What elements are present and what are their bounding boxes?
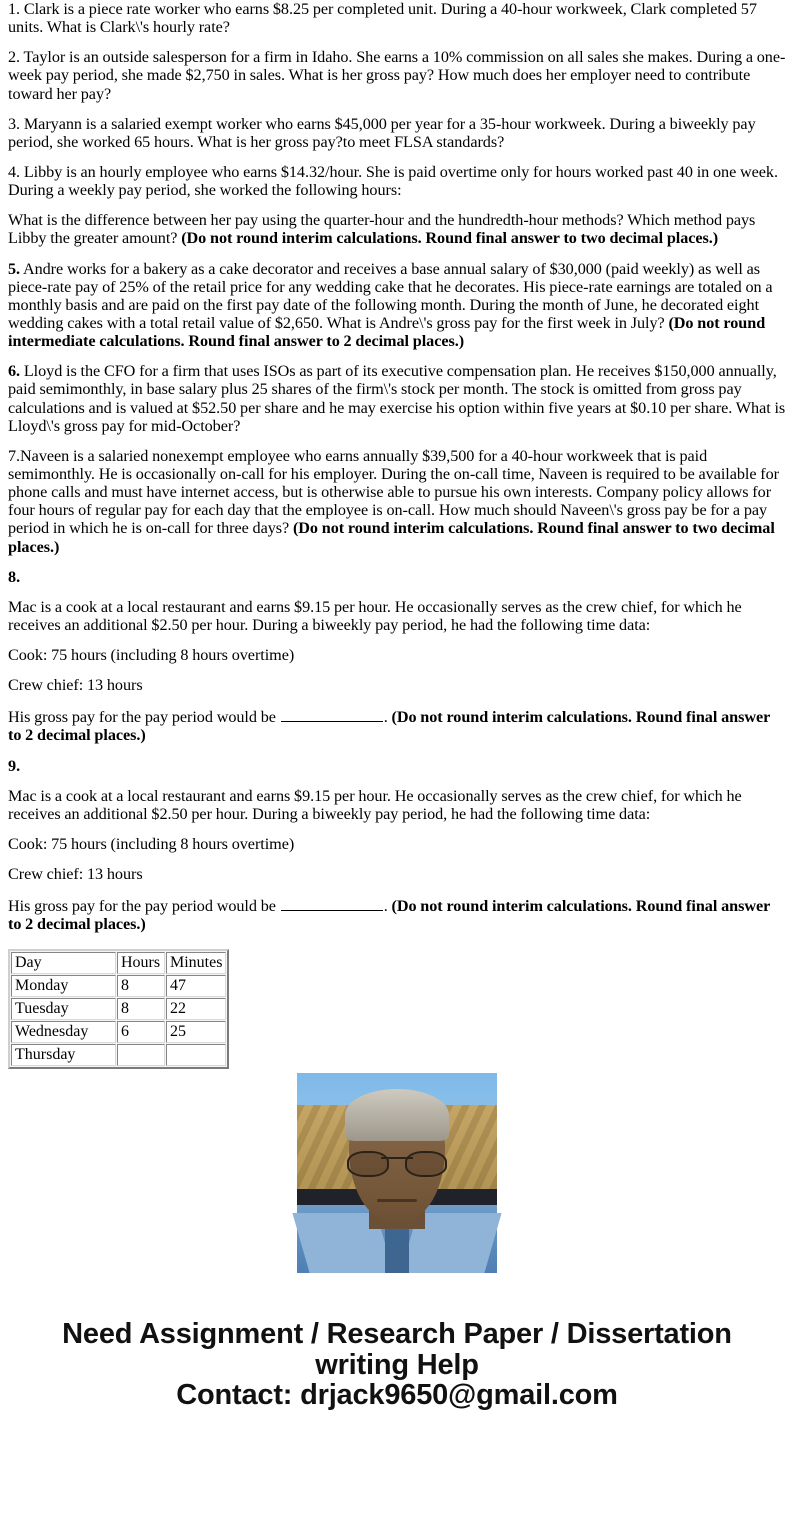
avatar-section (8, 1073, 786, 1273)
question-9-answer-line (8, 895, 786, 933)
time-data-table (8, 949, 229, 1069)
table-row (11, 975, 226, 997)
question-8-answer-suffix: . (383, 708, 392, 727)
avatar-glasses-bridge (381, 1157, 413, 1159)
question-5-number: 5. (8, 259, 21, 278)
question-7-text: 7.Naveen is a salaried nonexempt employee who earns annually $39,500 for a 40-hour workweek that is paid semimonthly. He is occasionally on-call for his employer. During the on-call time, Naveen is required to be available for phone calls and must have internet access, but is otherwise able to pursue his own interests. Company policy allows for four hours of regular pay for each day that the employee is on-call. How much should Naveen\'s gross pay be for a pay period in which he is on-call for three days? (8, 446, 780, 538)
table-cell-hours: 8 (117, 998, 165, 1020)
avatar-mouth (377, 1199, 417, 1202)
avatar-tie (385, 1221, 409, 1273)
table-cell-hours: 6 (117, 1021, 165, 1043)
avatar-lens-left (347, 1151, 389, 1177)
table-header-hours: Hours (117, 952, 165, 974)
table-row-clipped (11, 1044, 226, 1066)
question-6-text: Lloyd is the CFO for a firm that uses ISOs as part of its executive compensation plan. He receives $150,000 annually, paid semimonthly, in base salary plus 25 shares of the firm\'s stock per month. The stock is omitted from gross pay calculations and is valued at $52.50 per share and he may exercise his option within five years at $0.10 per share. What is Lloyd\'s gross pay for mid-October? (8, 362, 786, 435)
table-row (11, 1021, 226, 1043)
question-7-rounding-note: (Do not round interim calculations. Round final answer to two decimal places.) (8, 519, 775, 556)
question-7 (8, 447, 786, 556)
question-8-crew-chief-hours: Crew chief: 13 hours (8, 676, 143, 695)
question-9-answer-suffix: . (383, 897, 392, 916)
question-9-intro: Mac is a cook at a local restaurant and earns $9.15 per hour. He occasionally serves as the crew chief, for which he receives an additional $2.50 per hour. During a biweekly pay period, he had the following time data: (8, 786, 742, 823)
table-cell-minutes: 25 (166, 1021, 226, 1043)
question-3: 3. Maryann is a salaried exempt worker who earns $45,000 per year for a 35-hour workweek. During a biweekly pay period, she worked 65 hours. What is her gross pay?to meet FLSA standards? (8, 114, 756, 151)
question-9-crew-chief-hours: Crew chief: 13 hours (8, 865, 143, 884)
table-cell-minutes (166, 1044, 226, 1066)
question-8-answer-line (8, 706, 786, 744)
question-8-intro: Mac is a cook at a local restaurant and earns $9.15 per hour. He occasionally serves as the crew chief, for which he receives an additional $2.50 per hour. During a biweekly pay period, he had the following time data: (8, 597, 742, 634)
promo-banner (8, 1319, 786, 1410)
question-4-followup (8, 211, 786, 247)
question-6-number: 6. (8, 362, 21, 381)
table-cell-hours: 8 (117, 975, 165, 997)
promo-line-2: writing Help (315, 1348, 479, 1381)
table-cell-day: Wednesday (11, 1021, 116, 1043)
table-row (11, 998, 226, 1020)
table-cell-hours (117, 1044, 165, 1066)
question-9-number: 9. (8, 756, 21, 775)
question-8-number: 8. (8, 567, 21, 586)
question-6 (8, 362, 786, 435)
table-header-row (11, 952, 226, 974)
question-8-rounding-note: (Do not round interim calculations. Round final answer to 2 decimal places.) (8, 708, 770, 745)
time-data-table-body (11, 952, 226, 1066)
glasses-icon (347, 1151, 447, 1177)
question-8-answer-prefix: His gross pay for the pay period would be (8, 708, 280, 727)
time-data-table-container (8, 949, 786, 1064)
question-4-rounding-note: (Do not round interim calculations. Round final answer to two decimal places.) (181, 229, 719, 248)
question-9-answer-blank[interactable] (281, 895, 383, 911)
avatar-hair (345, 1089, 449, 1141)
table-cell-day: Tuesday (11, 998, 116, 1020)
question-8-answer-blank[interactable] (281, 706, 383, 722)
promo-line-1: Need Assignment / Research Paper / Dissertation (62, 1318, 732, 1351)
table-header-day: Day (11, 952, 116, 974)
question-5-text: Andre works for a bakery as a cake decorator and receives a base annual salary of $30,000 (paid weekly) as well as piece-rate pay of 25% of the retail price for any wedding cake that he decorates. His piece-rate earnings are totaled on a monthly basis and are paid on the first pay date of the following month. During the month of June, he decorated eight wedding cakes with a total retail value of $2,650. What is Andre\'s gross pay for the first week in July? (8, 259, 773, 332)
table-header-minutes: Minutes (166, 952, 226, 974)
question-9-answer-prefix: His gross pay for the pay period would be (8, 897, 280, 916)
table-cell-minutes: 22 (166, 998, 226, 1020)
question-4: 4. Libby is an hourly employee who earns $14.32/hour. She is paid overtime only for hours worked past 40 in one week. During a weekly pay period, she worked the following hours: (8, 162, 778, 200)
question-9-rounding-note: (Do not round interim calculations. Round final answer to 2 decimal places.) (8, 897, 770, 934)
question-2: 2. Taylor is an outside salesperson for a firm in Idaho. She earns a 10% commission on all sales she makes. During a one-week pay period, she made $2,750 in sales. What is her gross pay? How much does her employer need to contribute toward her pay? (8, 48, 786, 103)
table-cell-minutes: 47 (166, 975, 226, 997)
question-5-rounding-note: (Do not round intermediate calculations. Round final answer to 2 decimal places.) (8, 313, 766, 351)
promo-contact-email: Contact: drjack9650@gmail.com (176, 1379, 618, 1412)
table-cell-day: Monday (11, 975, 116, 997)
question-8-cook-hours: Cook: 75 hours (including 8 hours overtime) (8, 646, 295, 665)
question-5 (8, 260, 786, 351)
question-1: 1. Clark is a piece rate worker who earns $8.25 per completed unit. During a 40-hour workweek, Clark completed 57 units. What is Clark\'s hourly rate? (8, 0, 757, 37)
question-4-followup-text: What is the difference between her pay using the quarter-hour and the hundredth-hour methods? Which method pays Libby the greater amount? (8, 211, 756, 248)
avatar-lens-right (405, 1151, 447, 1177)
table-cell-day: Thursday (11, 1044, 116, 1066)
question-9-cook-hours: Cook: 75 hours (including 8 hours overtime) (8, 834, 295, 853)
avatar (297, 1073, 497, 1273)
